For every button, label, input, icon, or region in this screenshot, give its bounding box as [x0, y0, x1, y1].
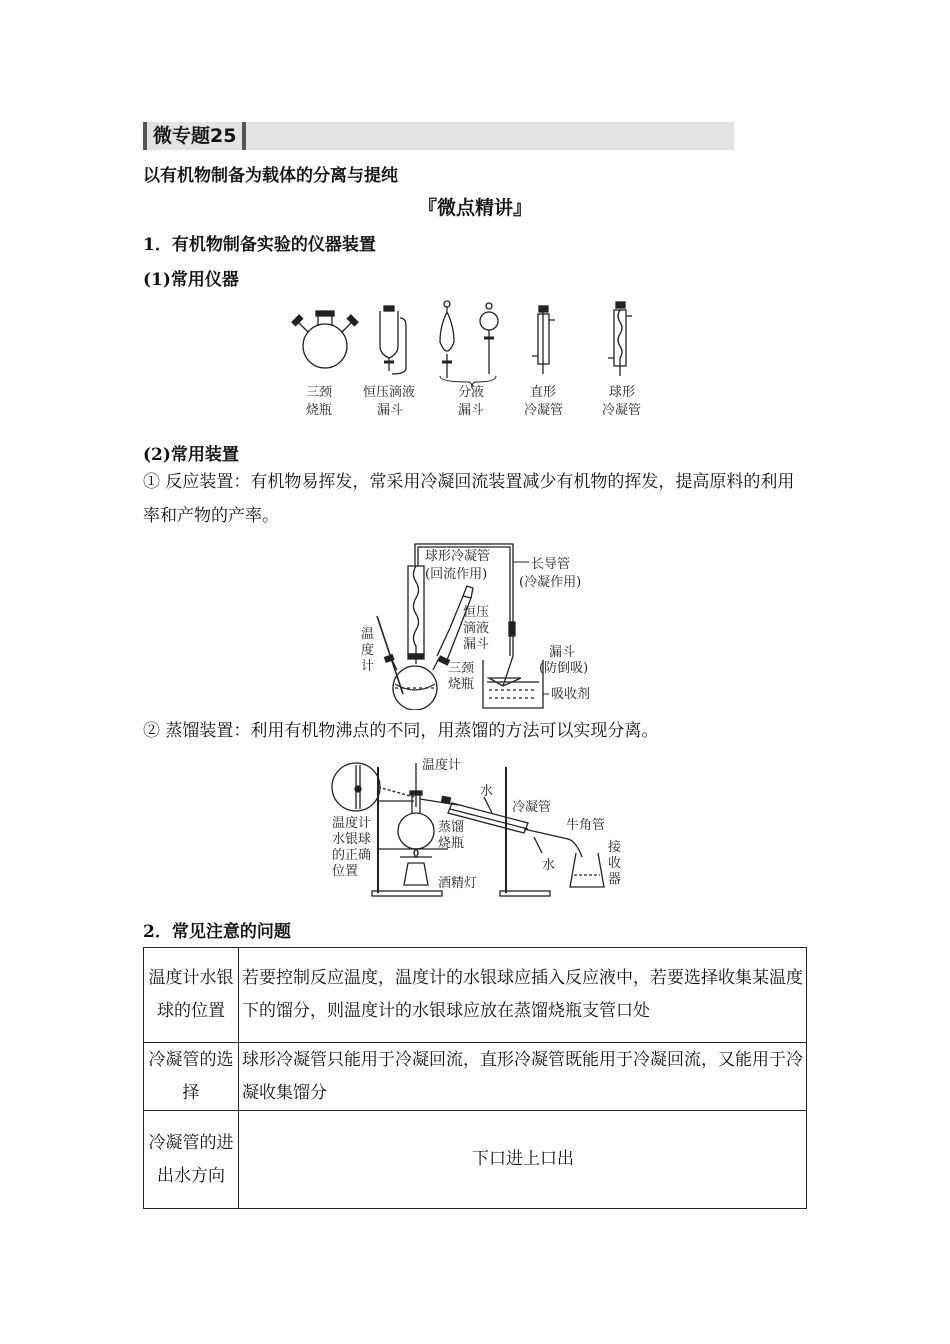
topic-label: 微专题25: [143, 122, 246, 150]
subsection-instruments: (1)常用仪器: [143, 270, 239, 290]
position-label-d: 位置: [332, 864, 359, 879]
anti-suckback-funnel-label: 漏斗: [549, 645, 576, 660]
flask-label-a: 三颈: [448, 661, 475, 676]
adapter-label: 牛角管: [566, 818, 606, 833]
table-row: [144, 1043, 807, 1111]
instrument-1-line2: 烧瓶: [306, 403, 333, 418]
position-label-a: 温度计: [332, 816, 372, 831]
row-2-value: 球形冷凝管只能用于冷凝回流，直形冷凝管既能用于冷凝回流，又能用于冷凝收集馏分: [239, 1043, 807, 1111]
anti-suckback-funnel-note: (防倒吸): [539, 661, 589, 676]
instrument-4-line1: 直形: [530, 385, 557, 400]
topic-subtitle: 以有机物制备为载体的分离与提纯: [143, 166, 398, 186]
section-1-title: 1．有机物制备实验的仪器装置: [143, 235, 376, 255]
distill-flask-label-b: 烧瓶: [438, 836, 465, 851]
thermometer-label-c: 计: [361, 659, 375, 674]
row-1-key: 温度计水银球的位置: [144, 948, 239, 1043]
alcohol-lamp-label: 酒精灯: [438, 876, 478, 891]
receiver-label-c: 器: [608, 872, 622, 887]
table-row: [144, 948, 807, 1043]
row-3-value: 下口进上口出: [239, 1111, 807, 1209]
reflux-paragraph: ① 反应装置：有机物易挥发，常采用冷凝回流装置减少有机物的挥发，提高原料的利用率和产物的产率。: [143, 472, 795, 526]
distillation-apparatus-figure: [328, 757, 624, 905]
absorbent-label: 吸收剂: [551, 687, 591, 702]
instrument-3-line1: 分液: [458, 385, 485, 400]
instrument-2-line1: 恒压滴液: [363, 385, 416, 400]
section-heading: 『微点精讲』: [417, 197, 532, 219]
section-2-title: 2．常见注意的问题: [143, 922, 291, 942]
instrument-2-line2: 漏斗: [377, 403, 404, 418]
table-row: [144, 1111, 807, 1209]
subsection-setups: (2)常用装置: [143, 445, 239, 465]
long-tube-label: 长导管: [531, 557, 571, 572]
reflux-apparatus-figure: [355, 536, 600, 710]
notes-table: [143, 947, 807, 1209]
water-out-label: 水: [542, 858, 556, 873]
receiver-label-a: 接: [608, 840, 622, 855]
instrument-5-line2: 冷凝管: [602, 403, 642, 418]
instrument-3-line2: 漏斗: [458, 403, 485, 418]
reflux-condenser-label: 球形冷凝管: [425, 549, 491, 564]
topic-banner: [143, 122, 734, 150]
position-label-b: 水银球: [332, 832, 372, 847]
distill-condenser-label: 冷凝管: [512, 800, 552, 815]
row-1-value: 若要控制反应温度，温度计的水银球应插入反应液中，若要选择收集某温度下的馏分，则温度计的水银球应放在蒸馏烧瓶支管口处: [239, 948, 807, 1043]
reflux-condenser-note: (回流作用): [425, 567, 488, 582]
distillation-paragraph: ② 蒸馏装置：利用有机物沸点的不同，用蒸馏的方法可以实现分离。: [143, 721, 659, 741]
position-label-c: 的正确: [332, 848, 372, 863]
instrument-4-line2: 冷凝管: [524, 403, 564, 418]
funnel-label-a: 恒压: [463, 605, 490, 620]
distill-flask-label-a: 蒸馏: [438, 820, 465, 835]
receiver-label-b: 收: [608, 856, 622, 871]
instrument-1-line1: 三颈: [306, 385, 333, 400]
long-tube-note: (冷凝作用): [519, 575, 582, 590]
thermometer-label-b: 度: [361, 643, 375, 658]
funnel-label-c: 漏斗: [463, 637, 490, 652]
instrument-5-line1: 球形: [609, 385, 636, 400]
water-in-label: 水: [480, 784, 494, 799]
distill-thermometer-label: 温度计: [422, 758, 462, 773]
funnel-label-b: 滴液: [463, 621, 490, 636]
row-2-key: 冷凝管的选择: [144, 1043, 239, 1111]
instruments-figure: [280, 296, 660, 424]
row-3-key: 冷凝管的进出水方向: [144, 1111, 239, 1209]
flask-label-b: 烧瓶: [448, 677, 475, 692]
thermometer-label-a: 温: [361, 627, 375, 642]
